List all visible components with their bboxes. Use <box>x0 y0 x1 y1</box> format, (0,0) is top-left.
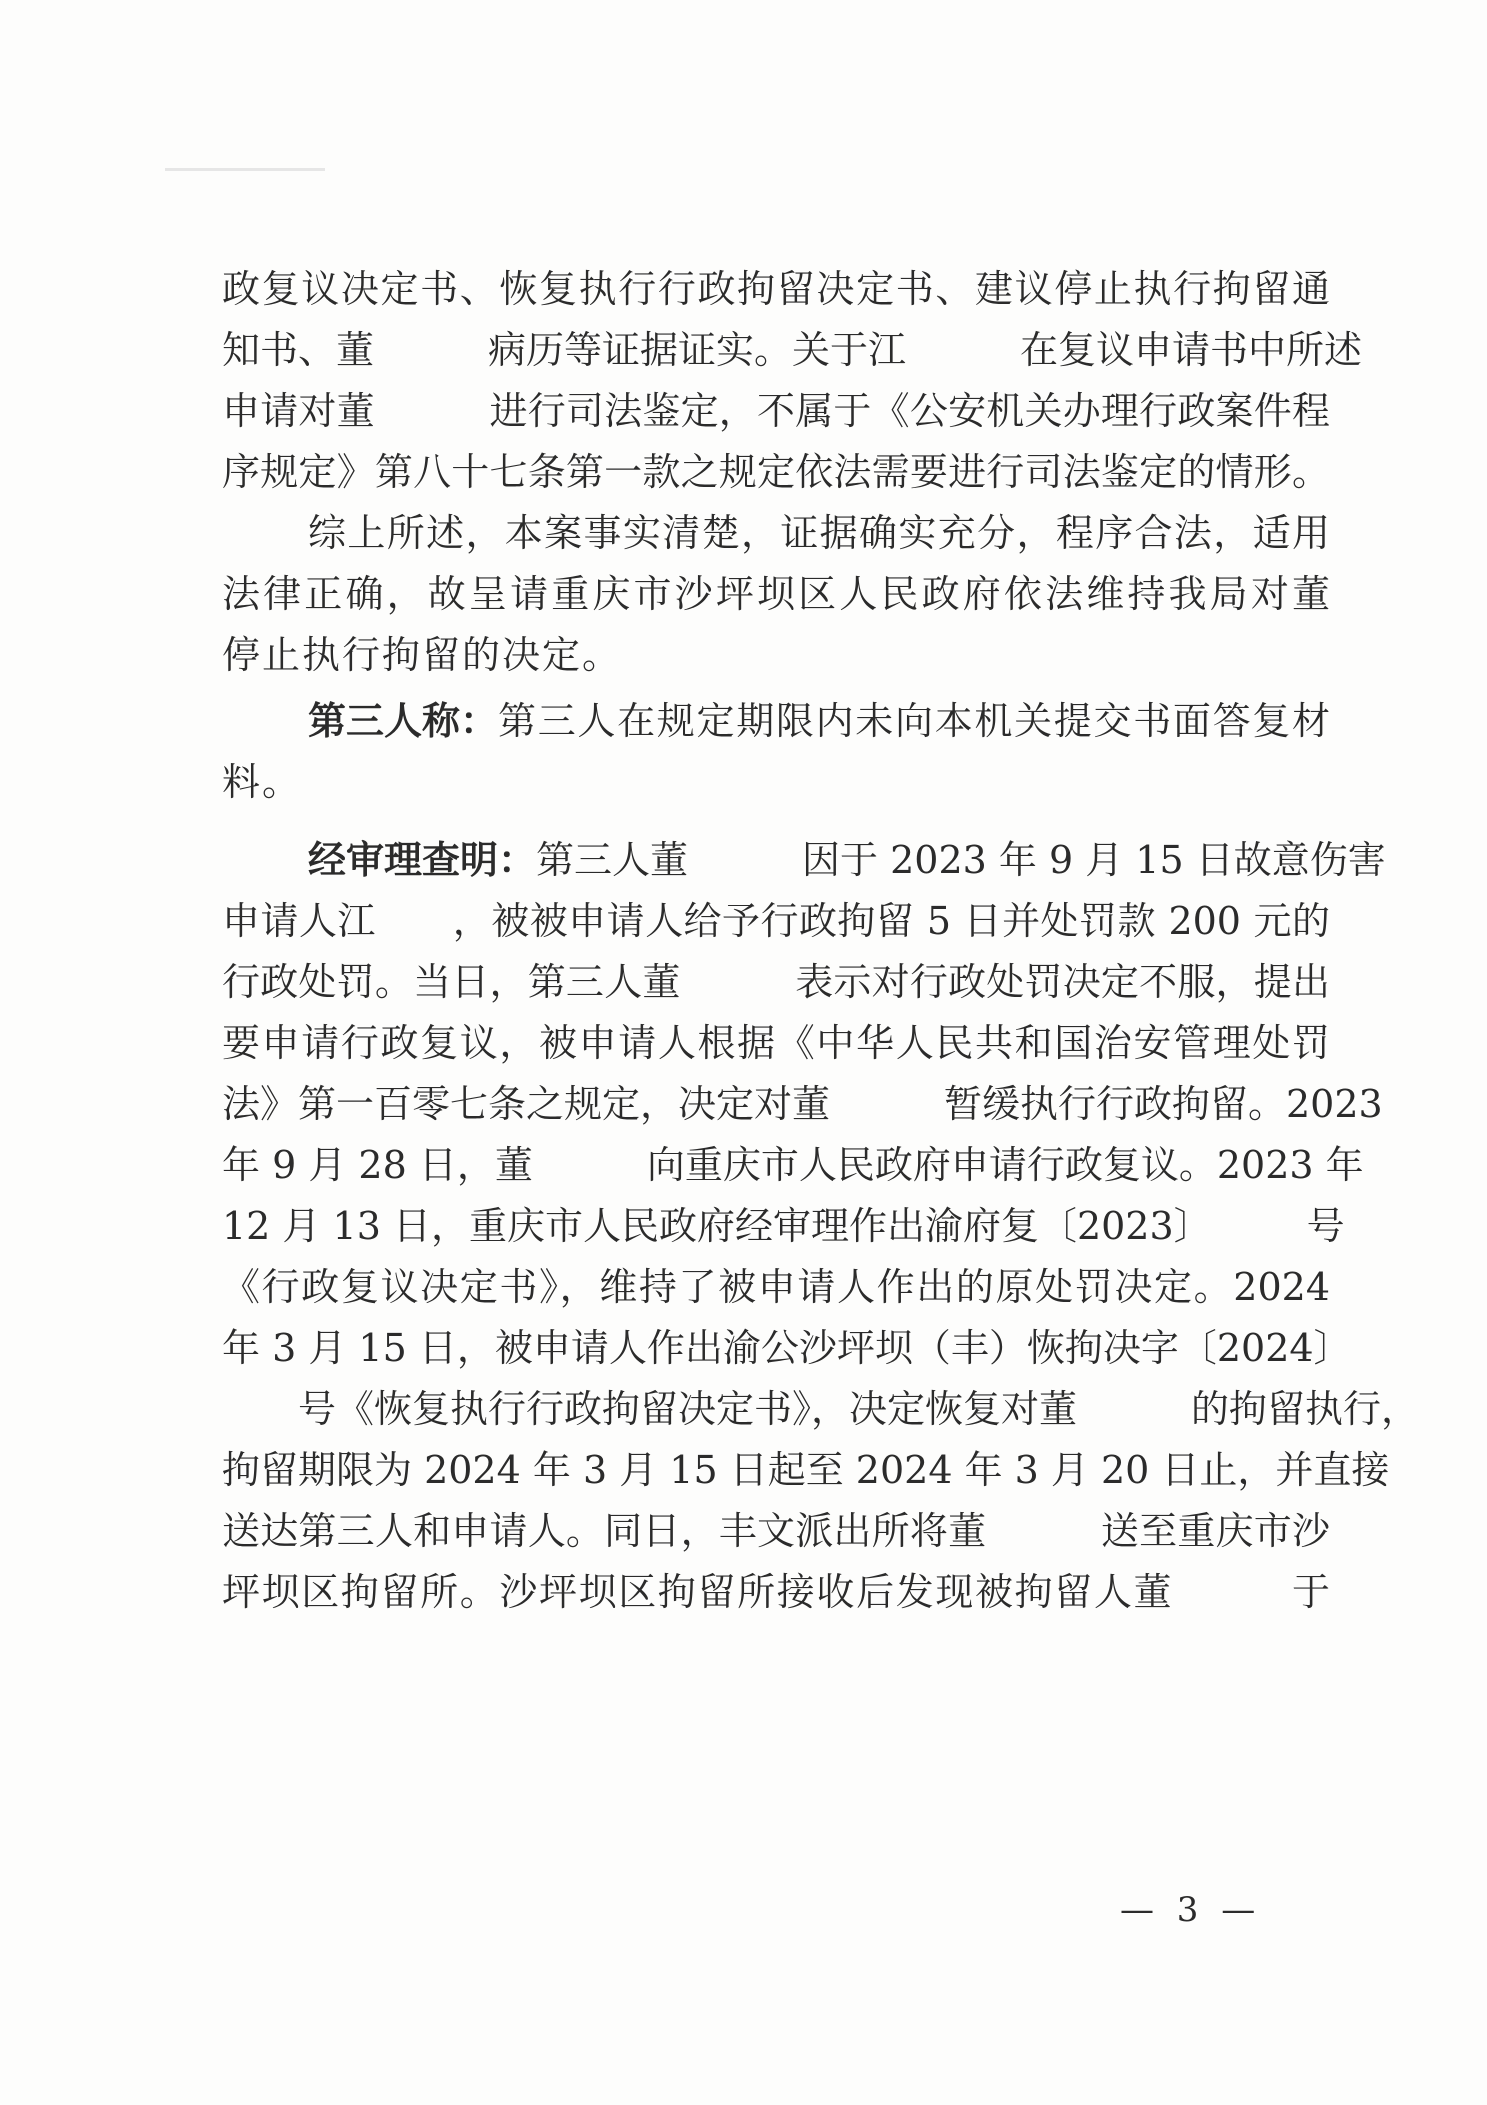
text-line: 停止执行拘留的决定。 <box>222 633 623 677</box>
text-line: 坪坝区拘留所。沙坪坝区拘留所接收后发现被拘留人董 于 <box>222 1570 1330 1614</box>
text-line: 料。 <box>222 760 303 804</box>
text-line: 年 9 月 28 日，董 向重庆市人民政府申请行政复议。2023 年 <box>222 1143 1364 1187</box>
text-line: 综上所述，本案事实清楚，证据确实充分，程序合法，适用 <box>308 511 1330 555</box>
heading-findings: 经审理查明： <box>308 838 537 882</box>
text-line: 行政处罚。当日，第三人董 表示对行政处罚决定不服，提出 <box>222 960 1330 1004</box>
text-line: 法律正确，故呈请重庆市沙坪坝区人民政府依法维持我局对董 <box>222 572 1406 616</box>
text-line: 《行政复议决定书》，维持了被申请人作出的原处罚决定。2024 <box>222 1265 1330 1309</box>
text-line: 12 月 13 日，重庆市人民政府经审理作出渝府复〔2023〕 号 <box>222 1204 1345 1248</box>
scan-artifact <box>165 168 325 171</box>
page-number: — 3 — <box>1120 1890 1262 1930</box>
text-segment: 第三人在规定期限内未向本机关提交书面答复材 <box>498 699 1330 743</box>
text-line: 政复议决定书、恢复执行行政拘留决定书、建议停止执行拘留通 <box>222 267 1330 311</box>
text-line: 申请对董 进行司法鉴定，不属于《公安机关办理行政案件程 <box>222 389 1330 433</box>
text-line: 申请人江 ，被被申请人给予行政拘留 5 日并处罚款 200 元的 <box>222 899 1330 943</box>
heading-third-party: 第三人称： <box>308 699 499 743</box>
text-line: 年 3 月 15 日，被申请人作出渝公沙坪坝（丰）恢拘决字〔2024〕 <box>222 1326 1352 1370</box>
text-line: 序规定》第八十七条第一款之规定依法需要进行司法鉴定的情形。 <box>222 450 1330 494</box>
paragraph-findings <box>308 836 1386 884</box>
text-line: 送达第三人和申请人。同日，丰文派出所将董 送至重庆市沙 <box>222 1509 1330 1553</box>
text-line: 号《恢复执行行政拘留决定书》，决定恢复对董 的拘留执行， <box>222 1387 1420 1431</box>
text-segment: 第三人董 因于 2023 年 9 月 15 日故意伤害 <box>536 838 1386 882</box>
text-line: 知书、董 病历等证据证实。关于江 在复议申请书中所述 <box>222 328 1363 372</box>
text-line: 要申请行政复议，被申请人根据《中华人民共和国治安管理处罚 <box>222 1021 1330 1065</box>
paragraph-third-party <box>308 697 1330 745</box>
text-line: 拘留期限为 2024 年 3 月 15 日起至 2024 年 3 月 20 日止，并直接 <box>222 1448 1390 1492</box>
text-line: 法》第一百零七条之规定，决定对董 暂缓执行行政拘留。2023 <box>222 1082 1383 1126</box>
